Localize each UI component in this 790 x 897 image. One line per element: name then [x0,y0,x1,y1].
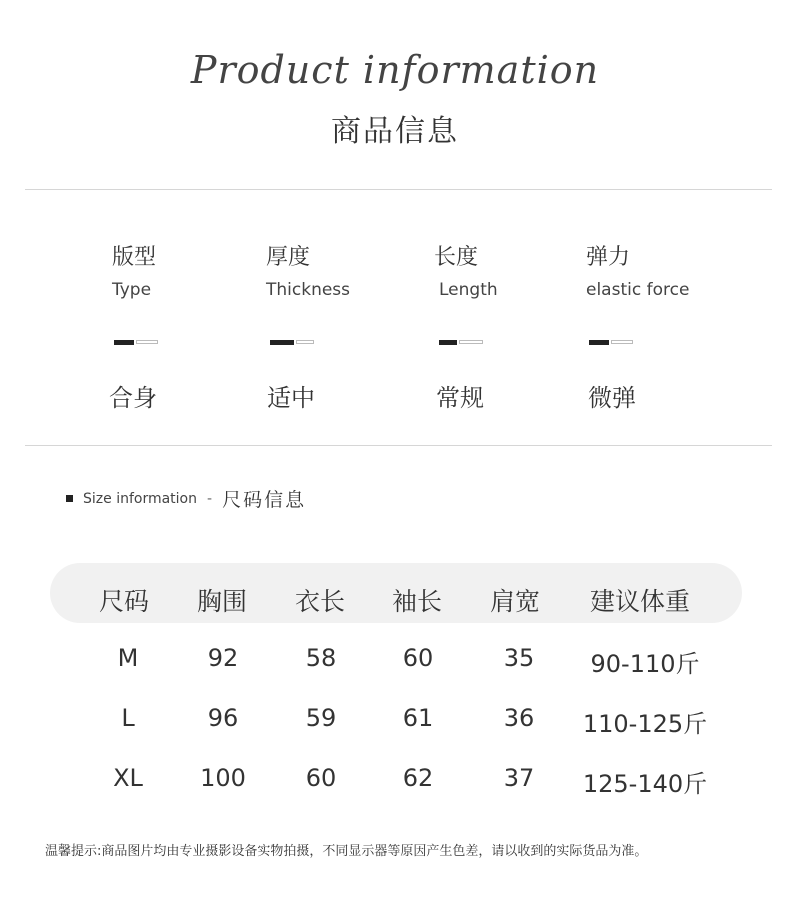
divider-top [25,189,772,190]
attr-thickness-label-en: Thickness [266,280,351,300]
size-info-dash: - [207,490,213,507]
attr-thickness-level-fill [270,340,294,345]
size-info-heading [66,485,306,512]
attr-elastic-label-en: elastic force [586,280,690,300]
table-cell: 36 [503,704,535,732]
square-bullet-icon [66,495,73,502]
table-header-shoulder: 肩宽 [489,587,541,616]
attr-elastic-level-rest [611,340,633,344]
table-cell: 90-110斤 [590,650,700,678]
attr-length-label-en: Length [439,280,498,300]
table-cell: 110-125斤 [582,710,708,738]
divider-middle [25,445,772,446]
attr-thickness-value: 适中 [267,384,315,412]
attr-type-level-bar [114,340,158,345]
attr-type-value: 合身 [109,384,157,412]
attr-elastic-label-cn: 弹力 [586,245,631,270]
table-cell: XL [113,764,143,792]
table-cell: L [121,704,135,732]
attr-elastic-level-bar [589,340,633,345]
table-cell: 96 [207,704,239,732]
table-cell: 100 [200,764,246,792]
attr-type-level-fill [114,340,134,345]
size-info-cn: 尺码信息 [222,489,307,511]
table-cell: 60 [305,764,337,792]
disclaimer-note: 温馨提示:商品图片均由专业摄影设备实物拍摄，不同显示器等原因产生色差，请以收到的实际货品为准。 [45,844,648,859]
table-cell: 58 [305,644,337,672]
script-title: Product information [190,48,600,92]
table-header-size: 尺码 [98,587,150,616]
attr-length-level-rest [459,340,483,344]
table-header-chest: 胸围 [196,587,248,616]
table-cell: 60 [402,644,434,672]
table-cell: 37 [503,764,535,792]
attr-elastic-level-fill [589,340,609,345]
attr-thickness-level-bar [270,340,314,345]
size-info-en: Size information [83,490,197,507]
attr-type-label-en: Type [112,280,152,300]
table-cell: 61 [402,704,434,732]
attr-type-label-cn: 版型 [112,245,157,270]
table-cell: M [117,644,139,672]
attr-length-label-cn: 长度 [434,245,479,270]
page-title: 商品信息 [331,114,459,149]
table-header-sleeve: 袖长 [391,587,443,616]
table-cell: 125-140斤 [582,770,708,798]
table-cell: 35 [503,644,535,672]
table-cell: 62 [402,764,434,792]
attr-thickness-label-cn: 厚度 [266,245,311,270]
attr-length-value: 常规 [436,384,484,412]
attr-thickness-level-rest [296,340,314,344]
attr-length-level-fill [439,340,457,345]
table-header-length: 衣长 [294,587,346,616]
attr-type-level-rest [136,340,158,344]
attr-length-level-bar [439,340,483,345]
table-cell: 92 [207,644,239,672]
table-header-weight: 建议体重 [589,587,691,616]
attr-elastic-value: 微弹 [588,384,636,412]
table-cell: 59 [305,704,337,732]
